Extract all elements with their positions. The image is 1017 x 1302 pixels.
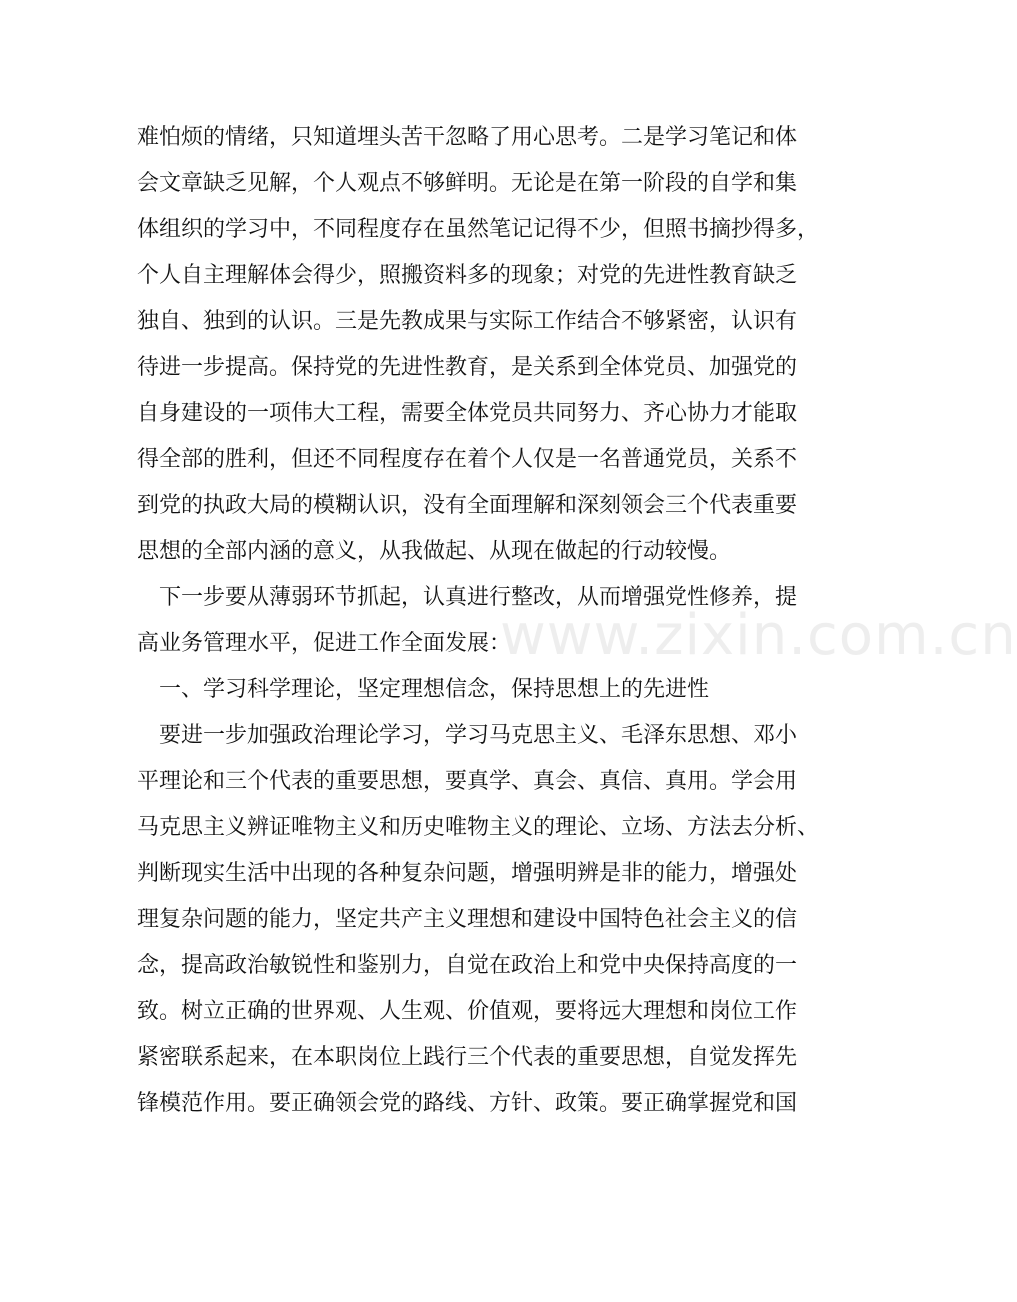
text-line: 自身建设的一项伟大工程，需要全体党员共同努力、齐心协力才能取	[137, 401, 798, 426]
text-line: 理复杂问题的能力，坚定共产主义理想和建设中国特色社会主义的信	[137, 907, 798, 932]
text-line: 体组织的学习中，不同程度存在虽然笔记记得不少，但照书摘抄得多，	[137, 217, 820, 242]
text-line: 得全部的胜利，但还不同程度存在着个人仅是一名普通党员，关系不	[137, 447, 798, 472]
text-line: 个人自主理解体会得少，照搬资料多的现象；对党的先进性教育缺乏	[137, 263, 798, 288]
text-line: 平理论和三个代表的重要思想，要真学、真会、真信、真用。学会用	[137, 769, 798, 794]
section-heading: 一、学习科学理论，坚定理想信念，保持思想上的先进性	[137, 677, 710, 702]
text-line: 思想的全部内涵的意义，从我做起、从现在做起的行动较慢。	[137, 539, 732, 564]
text-line: 待进一步提高。保持党的先进性教育，是关系到全体党员、加强党的	[137, 355, 798, 380]
watermark: www.zixin.com.cn	[500, 603, 1017, 668]
text-line: 判断现实生活中出现的各种复杂问题，增强明辨是非的能力，增强处	[137, 861, 798, 886]
text-line: 锋模范作用。要正确领会党的路线、方针、政策。要正确掌握党和国	[137, 1091, 798, 1116]
text-line: 高业务管理水平，促进工作全面发展：	[137, 631, 512, 656]
text-line: 会文章缺乏见解，个人观点不够鲜明。无论是在第一阶段的自学和集	[137, 171, 798, 196]
text-line: 致。树立正确的世界观、人生观、价值观，要将远大理想和岗位工作	[137, 999, 798, 1024]
text-line: 难怕烦的情绪，只知道埋头苦干忽略了用心思考。二是学习笔记和体	[137, 125, 798, 150]
text-line: 紧密联系起来，在本职岗位上践行三个代表的重要思想，自觉发挥先	[137, 1045, 798, 1070]
text-line: 要进一步加强政治理论学习，学习马克思主义、毛泽东思想、邓小	[137, 723, 798, 748]
text-line: 马克思主义辨证唯物主义和历史唯物主义的理论、立场、方法去分析、	[137, 815, 820, 840]
text-line: 念，提高政治敏锐性和鉴别力，自觉在政治上和党中央保持高度的一	[137, 953, 798, 978]
text-line: 下一步要从薄弱环节抓起，认真进行整改，从而增强党性修养，提	[137, 585, 798, 610]
text-line: 到党的执政大局的模糊认识，没有全面理解和深刻领会三个代表重要	[137, 493, 798, 518]
text-line: 独自、独到的认识。三是先教成果与实际工作结合不够紧密，认识有	[137, 309, 798, 334]
